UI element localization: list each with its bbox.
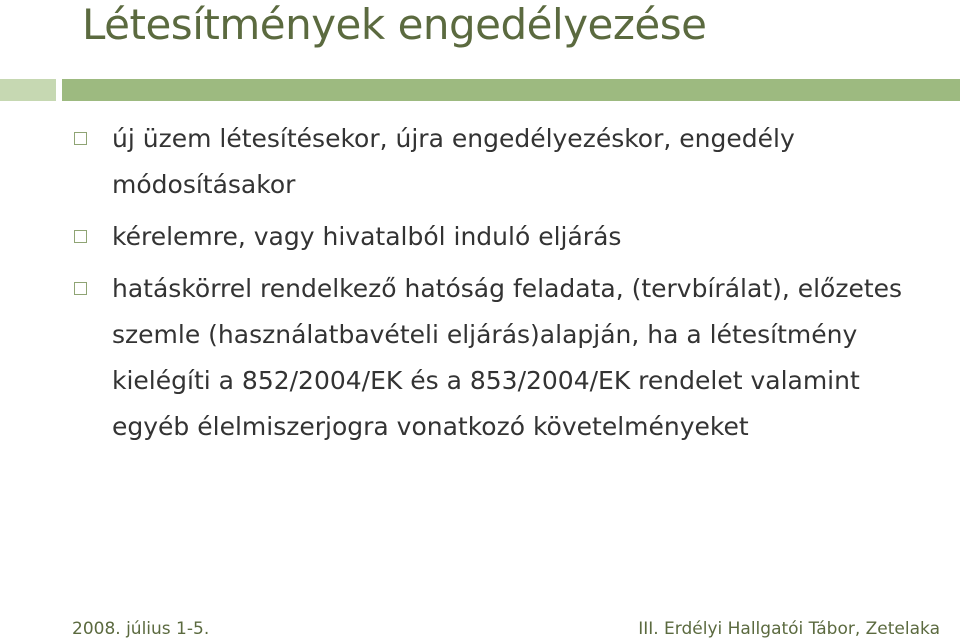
bullet-text: kérelemre, vagy hivatalból induló eljárás — [112, 222, 622, 251]
hollow-square-icon — [74, 230, 87, 243]
bullet-text: új üzem létesítésekor, újra engedélyezéskor, engedély módosításakor — [112, 124, 795, 199]
bullet-list — [72, 116, 942, 456]
bullet-item — [72, 116, 942, 208]
bullet-item — [72, 266, 942, 450]
hollow-square-icon — [74, 132, 87, 145]
slide-title: Létesítmények engedélyezése — [82, 0, 707, 49]
footer-event: III. Erdélyi Hallgatói Tábor, Zetelaka — [638, 619, 940, 639]
bullet-item — [72, 214, 942, 260]
bullet-text: hatáskörrel rendelkező hatóság feladata, (tervbírálat), előzetes szemle (használatbavételi eljárás)alapján, ha a létesítmény kielégíti a 852/2004/EK és a 853/2004/EK rendelet valamint egyéb élelmiszerjogra vonatkozó követelményeket — [112, 274, 903, 441]
accent-bar-right — [62, 79, 960, 101]
footer-date: 2008. július 1-5. — [72, 619, 210, 639]
hollow-square-icon — [74, 282, 87, 295]
accent-bar-left — [0, 79, 56, 101]
